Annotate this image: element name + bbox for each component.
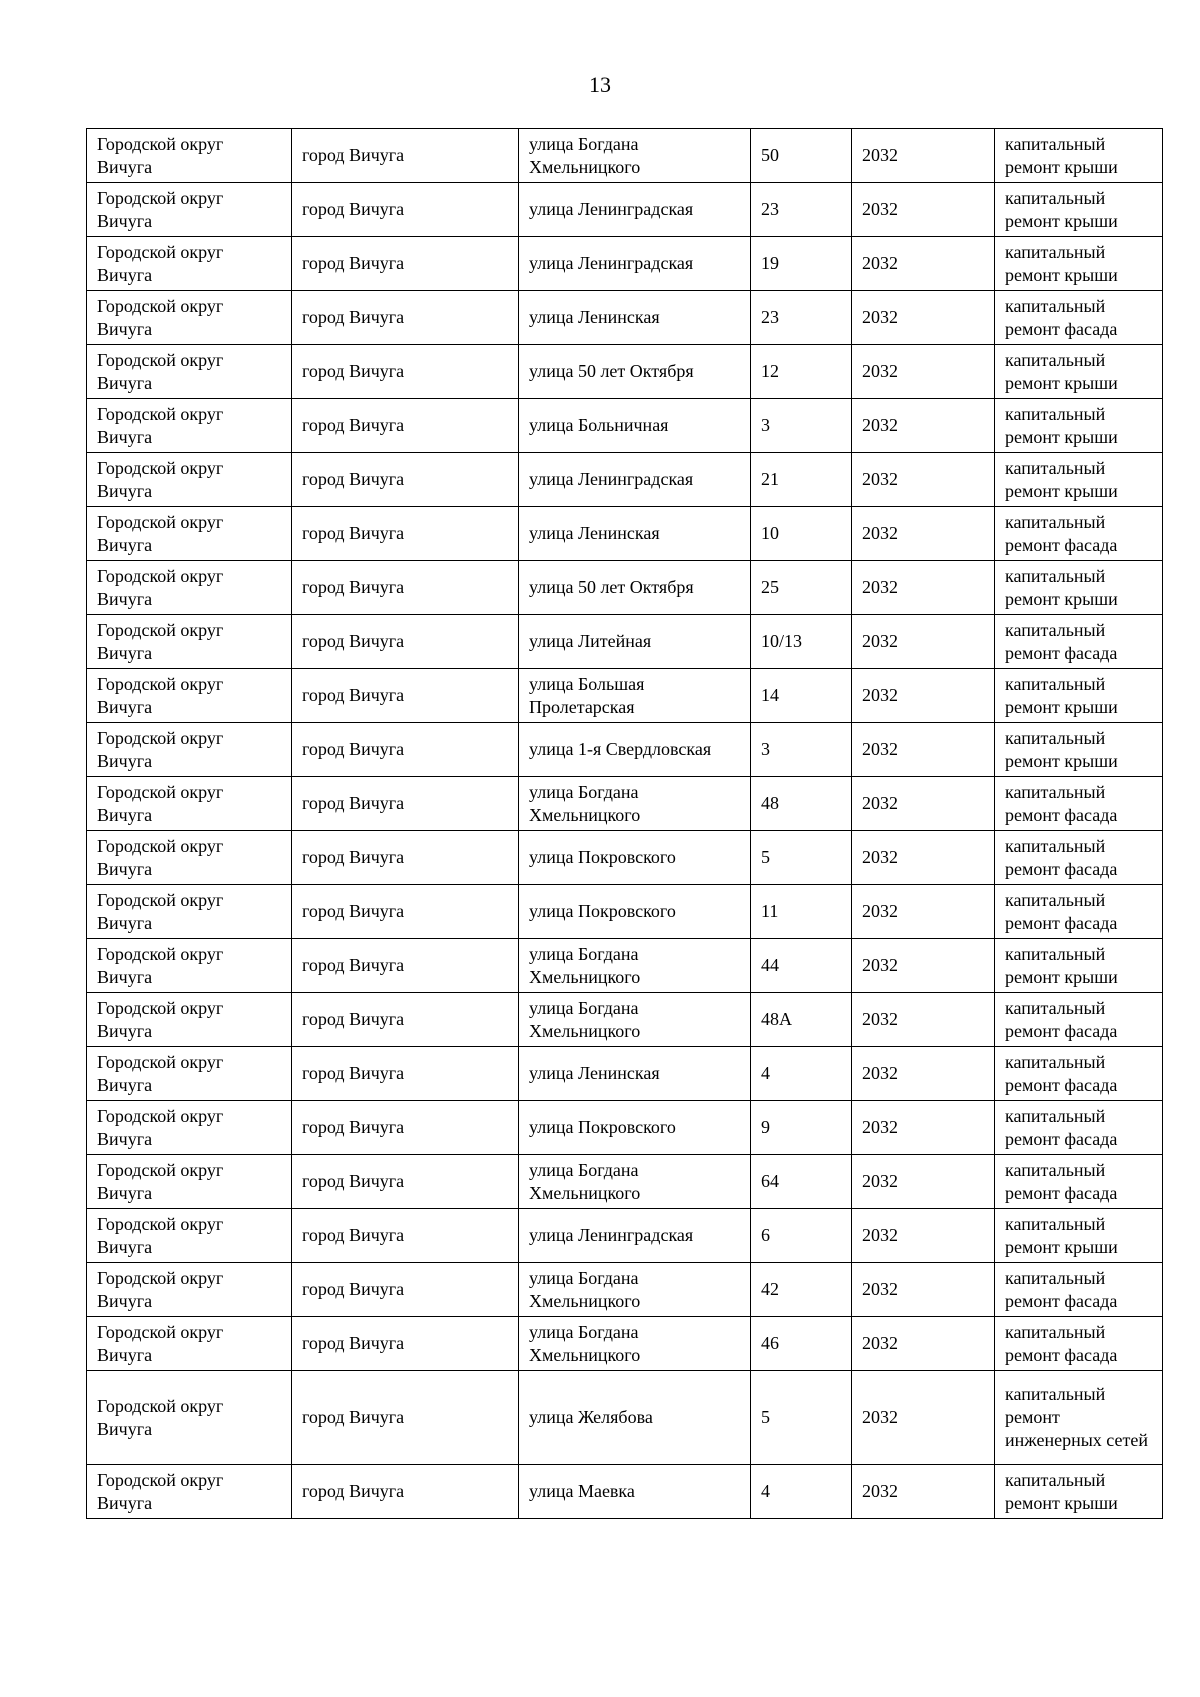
street-cell: улица Ленинская [519,507,751,561]
year-cell: 2032 [852,885,995,939]
year-cell: 2032 [852,561,995,615]
work-type-cell: капитальный ремонт крыши [995,1465,1163,1519]
year-cell: 2032 [852,399,995,453]
table-row [87,399,1163,453]
city-cell: город Вичуга [292,831,519,885]
table-row [87,129,1163,183]
house-number-cell: 23 [751,291,852,345]
table-row [87,345,1163,399]
district-cell: Городской округ Вичуга [87,831,292,885]
district-cell: Городской округ Вичуга [87,1371,292,1465]
year-cell: 2032 [852,723,995,777]
work-type-cell: капитальный ремонт крыши [995,129,1163,183]
street-cell: улица Ленинградская [519,453,751,507]
city-cell: город Вичуга [292,129,519,183]
year-cell: 2032 [852,939,995,993]
year-cell: 2032 [852,1155,995,1209]
house-number-cell: 10 [751,507,852,561]
street-cell: улица Богдана Хмельницкого [519,777,751,831]
city-cell: город Вичуга [292,777,519,831]
city-cell: город Вичуга [292,1263,519,1317]
house-number-cell: 4 [751,1047,852,1101]
table-row [87,939,1163,993]
city-cell: город Вичуга [292,1465,519,1519]
year-cell: 2032 [852,507,995,561]
work-type-cell: капитальный ремонт фасада [995,993,1163,1047]
year-cell: 2032 [852,1465,995,1519]
street-cell: улица Покровского [519,885,751,939]
district-cell: Городской округ Вичуга [87,777,292,831]
work-type-cell: капитальный ремонт фасада [995,1317,1163,1371]
house-number-cell: 48А [751,993,852,1047]
table-row [87,615,1163,669]
house-number-cell: 21 [751,453,852,507]
house-number-cell: 25 [751,561,852,615]
district-cell: Городской округ Вичуга [87,615,292,669]
house-number-cell: 3 [751,399,852,453]
table-row [87,723,1163,777]
house-number-cell: 6 [751,1209,852,1263]
street-cell: улица 50 лет Октября [519,345,751,399]
street-cell: улица 1-я Свердловская [519,723,751,777]
house-number-cell: 14 [751,669,852,723]
work-type-cell: капитальный ремонт крыши [995,561,1163,615]
district-cell: Городской округ Вичуга [87,345,292,399]
work-type-cell: капитальный ремонт фасада [995,1101,1163,1155]
table-row [87,1047,1163,1101]
year-cell: 2032 [852,669,995,723]
table-row [87,561,1163,615]
city-cell: город Вичуга [292,1047,519,1101]
work-type-cell: капитальный ремонт крыши [995,345,1163,399]
city-cell: город Вичуга [292,507,519,561]
table-row [87,831,1163,885]
district-cell: Городской округ Вичуга [87,561,292,615]
work-type-cell: капитальный ремонт фасада [995,777,1163,831]
table-row [87,885,1163,939]
city-cell: город Вичуга [292,885,519,939]
repair-schedule-table [86,128,1163,1519]
district-cell: Городской округ Вичуга [87,1263,292,1317]
work-type-cell: капитальный ремонт фасада [995,507,1163,561]
table-row [87,777,1163,831]
year-cell: 2032 [852,1317,995,1371]
year-cell: 2032 [852,615,995,669]
street-cell: улица 50 лет Октября [519,561,751,615]
year-cell: 2032 [852,345,995,399]
year-cell: 2032 [852,993,995,1047]
city-cell: город Вичуга [292,723,519,777]
district-cell: Городской округ Вичуга [87,1209,292,1263]
district-cell: Городской округ Вичуга [87,993,292,1047]
house-number-cell: 48 [751,777,852,831]
street-cell: улица Ленинская [519,291,751,345]
work-type-cell: капитальный ремонт крыши [995,399,1163,453]
city-cell: город Вичуга [292,993,519,1047]
table-row [87,1317,1163,1371]
year-cell: 2032 [852,1101,995,1155]
year-cell: 2032 [852,237,995,291]
house-number-cell: 46 [751,1317,852,1371]
work-type-cell: капитальный ремонт фасада [995,1047,1163,1101]
street-cell: улица Ленинградская [519,183,751,237]
street-cell: улица Больничная [519,399,751,453]
city-cell: город Вичуга [292,939,519,993]
street-cell: улица Богдана Хмельницкого [519,129,751,183]
city-cell: город Вичуга [292,237,519,291]
street-cell: улица Покровского [519,1101,751,1155]
district-cell: Городской округ Вичуга [87,1317,292,1371]
work-type-cell: капитальный ремонт фасада [995,831,1163,885]
year-cell: 2032 [852,777,995,831]
work-type-cell: капитальный ремонт крыши [995,237,1163,291]
house-number-cell: 3 [751,723,852,777]
house-number-cell: 44 [751,939,852,993]
table-row [87,1263,1163,1317]
city-cell: город Вичуга [292,561,519,615]
city-cell: город Вичуга [292,1209,519,1263]
district-cell: Городской округ Вичуга [87,291,292,345]
work-type-cell: капитальный ремонт крыши [995,453,1163,507]
table-row [87,1465,1163,1519]
street-cell: улица Маевка [519,1465,751,1519]
house-number-cell: 42 [751,1263,852,1317]
district-cell: Городской округ Вичуга [87,399,292,453]
street-cell: улица Богдана Хмельницкого [519,1263,751,1317]
city-cell: город Вичуга [292,669,519,723]
year-cell: 2032 [852,831,995,885]
work-type-cell: капитальный ремонт фасада [995,615,1163,669]
district-cell: Городской округ Вичуга [87,669,292,723]
city-cell: город Вичуга [292,345,519,399]
table-row [87,291,1163,345]
street-cell: улица Ленинская [519,1047,751,1101]
work-type-cell: капитальный ремонт фасада [995,291,1163,345]
district-cell: Городской округ Вичуга [87,183,292,237]
table-row [87,1371,1163,1465]
district-cell: Городской округ Вичуга [87,885,292,939]
house-number-cell: 64 [751,1155,852,1209]
work-type-cell: капитальный ремонт инженерных сетей [995,1371,1163,1465]
house-number-cell: 10/13 [751,615,852,669]
work-type-cell: капитальный ремонт крыши [995,1209,1163,1263]
district-cell: Городской округ Вичуга [87,1155,292,1209]
table-row [87,993,1163,1047]
district-cell: Городской округ Вичуга [87,1047,292,1101]
city-cell: город Вичуга [292,291,519,345]
table-body [87,129,1163,1519]
district-cell: Городской округ Вичуга [87,1465,292,1519]
city-cell: город Вичуга [292,1101,519,1155]
table-row [87,183,1163,237]
district-cell: Городской округ Вичуга [87,237,292,291]
street-cell: улица Богдана Хмельницкого [519,993,751,1047]
house-number-cell: 12 [751,345,852,399]
street-cell: улица Ленинградская [519,1209,751,1263]
house-number-cell: 50 [751,129,852,183]
district-cell: Городской округ Вичуга [87,453,292,507]
district-cell: Городской округ Вичуга [87,129,292,183]
district-cell: Городской округ Вичуга [87,1101,292,1155]
year-cell: 2032 [852,1263,995,1317]
city-cell: город Вичуга [292,1371,519,1465]
street-cell: улица Желябова [519,1371,751,1465]
house-number-cell: 5 [751,1371,852,1465]
city-cell: город Вичуга [292,399,519,453]
street-cell: улица Богдана Хмельницкого [519,939,751,993]
work-type-cell: капитальный ремонт фасада [995,1263,1163,1317]
street-cell: улица Литейная [519,615,751,669]
house-number-cell: 9 [751,1101,852,1155]
table-row [87,507,1163,561]
table-row [87,453,1163,507]
city-cell: город Вичуга [292,1317,519,1371]
table-row [87,669,1163,723]
year-cell: 2032 [852,1209,995,1263]
city-cell: город Вичуга [292,1155,519,1209]
work-type-cell: капитальный ремонт фасада [995,1155,1163,1209]
work-type-cell: капитальный ремонт фасада [995,885,1163,939]
table-row [87,237,1163,291]
district-cell: Городской округ Вичуга [87,507,292,561]
table-row [87,1209,1163,1263]
work-type-cell: капитальный ремонт крыши [995,183,1163,237]
city-cell: город Вичуга [292,453,519,507]
city-cell: город Вичуга [292,183,519,237]
year-cell: 2032 [852,291,995,345]
work-type-cell: капитальный ремонт крыши [995,723,1163,777]
street-cell: улица Большая Пролетарская [519,669,751,723]
house-number-cell: 11 [751,885,852,939]
work-type-cell: капитальный ремонт крыши [995,669,1163,723]
table-row [87,1155,1163,1209]
district-cell: Городской округ Вичуга [87,723,292,777]
house-number-cell: 5 [751,831,852,885]
street-cell: улица Ленинградская [519,237,751,291]
year-cell: 2032 [852,183,995,237]
street-cell: улица Богдана Хмельницкого [519,1317,751,1371]
city-cell: город Вичуга [292,615,519,669]
page-number: 13 [589,72,611,97]
year-cell: 2032 [852,129,995,183]
house-number-cell: 19 [751,237,852,291]
district-cell: Городской округ Вичуга [87,939,292,993]
table-row [87,1101,1163,1155]
house-number-cell: 23 [751,183,852,237]
house-number-cell: 4 [751,1465,852,1519]
street-cell: улица Богдана Хмельницкого [519,1155,751,1209]
year-cell: 2032 [852,1047,995,1101]
year-cell: 2032 [852,1371,995,1465]
street-cell: улица Покровского [519,831,751,885]
year-cell: 2032 [852,453,995,507]
work-type-cell: капитальный ремонт крыши [995,939,1163,993]
